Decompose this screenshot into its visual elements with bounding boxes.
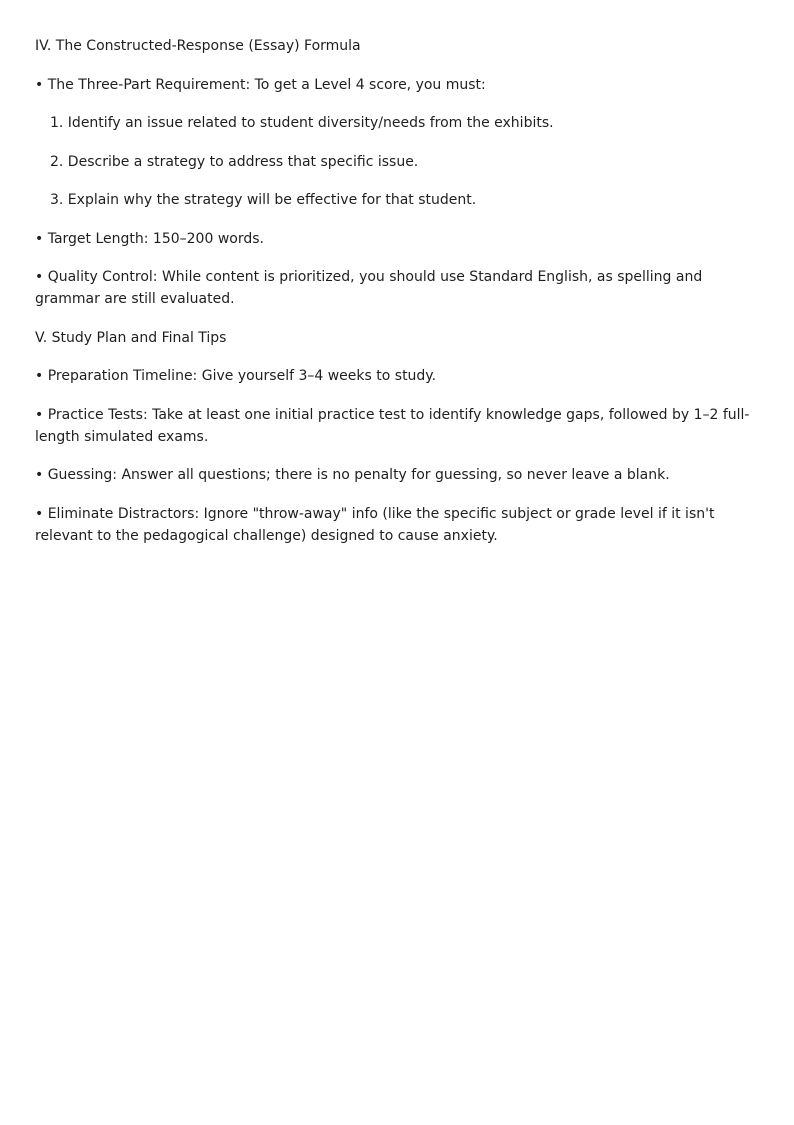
- tip-practice-tests: • Practice Tests: Take at least one initial practice test to identify knowledge gaps, followed by 1–2 full-length simulated exams.: [35, 406, 750, 445]
- tip-preparation-timeline: • Preparation Timeline: Give yourself 3–4 weeks to study.: [35, 368, 437, 384]
- step-item-1: 1. Identify an issue related to student diversity/needs from the exhibits.: [50, 115, 554, 131]
- section-v-heading: V. Study Plan and Final Tips: [35, 329, 227, 346]
- step-item-3: 3. Explain why the strategy will be effective for that student.: [50, 192, 477, 208]
- tip-guessing: • Guessing: Answer all questions; there is no penalty for guessing, so never leave a blank.: [35, 467, 670, 483]
- quality-control: • Quality Control: While content is prioritized, you should use Standard English, as spelling and grammar are still evaluated.: [35, 269, 703, 307]
- section-iv-heading: IV. The Constructed-Response (Essay) Formula: [35, 38, 361, 54]
- step-item-2: 2. Describe a strategy to address that specific issue.: [50, 153, 419, 170]
- target-length: • Target Length: 150–200 words.: [35, 230, 264, 247]
- document-page: [35, 35, 763, 563]
- three-part-requirement: • The Three-Part Requirement: To get a Level 4 score, you must:: [35, 76, 486, 93]
- tip-eliminate-distractors: • Eliminate Distractors: Ignore "throw-away" info (like the specific subject or grade level if it isn't relevant to the pedagogical challenge) designed to cause anxiety.: [35, 505, 715, 544]
